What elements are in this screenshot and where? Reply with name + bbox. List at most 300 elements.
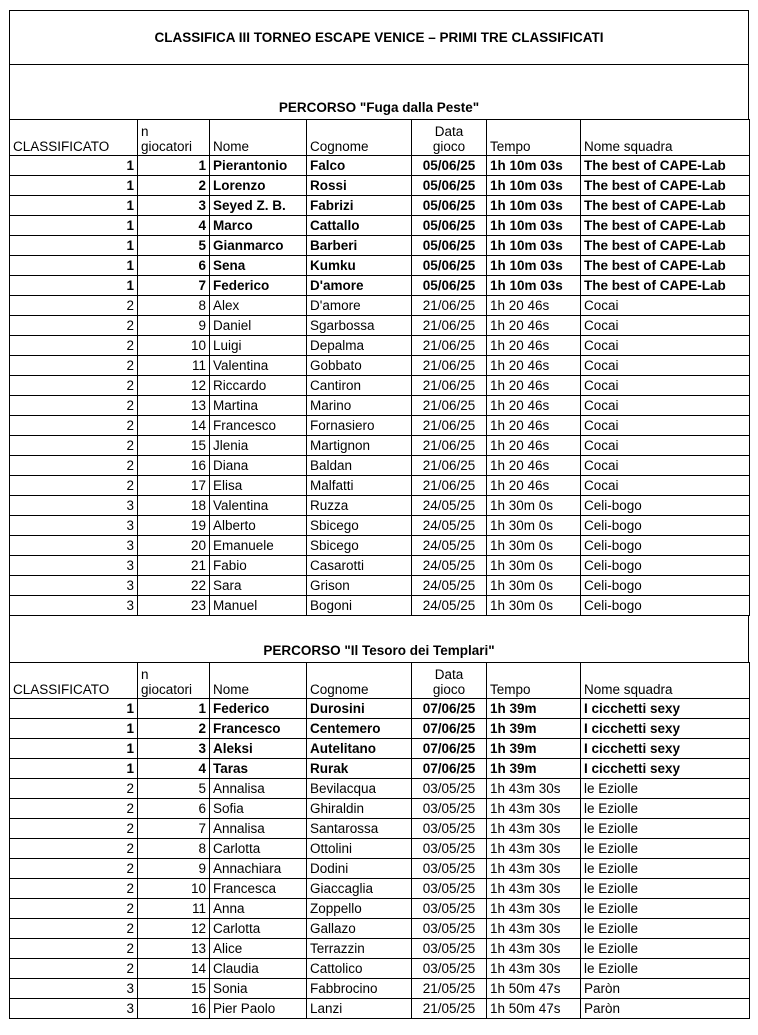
cell-player-number: 14 [138,959,210,979]
cell-time: 1h 43m 30s [487,879,581,899]
cell-team: Celi-bogo [581,516,750,536]
cell-player-number: 4 [138,759,210,779]
cell-rank: 3 [10,536,138,556]
cell-date: 03/05/25 [412,939,487,959]
table-row [10,596,750,616]
cell-rank: 1 [10,699,138,719]
cell-rank: 2 [10,416,138,436]
cell-team: Cocai [581,396,750,416]
cell-surname: Autelitano [307,739,412,759]
cell-rank: 2 [10,859,138,879]
cell-date: 21/06/25 [412,396,487,416]
cell-surname: Bogoni [307,596,412,616]
cell-team: le Eziolle [581,839,750,859]
cell-team: Celi-bogo [581,536,750,556]
cell-player-number: 5 [138,236,210,256]
cell-team: I cicchetti sexy [581,739,750,759]
table-row [10,416,750,436]
cell-team: Cocai [581,316,750,336]
cell-player-number: 6 [138,256,210,276]
cell-date: 07/06/25 [412,719,487,739]
cell-player-number: 3 [138,739,210,759]
cell-name: Pierantonio [210,156,307,176]
cell-name: Lorenzo [210,176,307,196]
cell-time: 1h 20 46s [487,456,581,476]
cell-date: 21/06/25 [412,476,487,496]
cell-team: Celi-bogo [581,576,750,596]
cell-name: Taras [210,759,307,779]
header-rank: CLASSIFICATO [10,120,138,156]
cell-date: 24/05/25 [412,596,487,616]
cell-name: Francesco [210,416,307,436]
cell-surname: Gallazo [307,919,412,939]
cell-date: 21/05/25 [412,999,487,1019]
cell-date: 03/05/25 [412,839,487,859]
cell-surname: Sgarbossa [307,316,412,336]
cell-rank: 2 [10,879,138,899]
cell-name: Alberto [210,516,307,536]
table-row [10,999,750,1019]
cell-date: 24/05/25 [412,536,487,556]
cell-name: Valentina [210,356,307,376]
header-surname: Cognome [307,120,412,156]
cell-date: 07/06/25 [412,759,487,779]
cell-date: 21/06/25 [412,436,487,456]
table-row [10,819,750,839]
cell-player-number: 3 [138,196,210,216]
cell-name: Federico [210,699,307,719]
cell-player-number: 16 [138,999,210,1019]
cell-rank: 2 [10,799,138,819]
table-row [10,959,750,979]
cell-name: Francesco [210,719,307,739]
cell-name: Annalisa [210,819,307,839]
cell-date: 05/06/25 [412,256,487,276]
table-row [10,276,750,296]
cell-player-number: 12 [138,376,210,396]
section-tesoro-dei-templari [9,616,749,1019]
cell-surname: D'amore [307,296,412,316]
table-row [10,879,750,899]
cell-time: 1h 30m 0s [487,496,581,516]
cell-name: Sonia [210,979,307,999]
cell-time: 1h 50m 47s [487,999,581,1019]
cell-date: 03/05/25 [412,779,487,799]
table-row [10,839,750,859]
cell-name: Elisa [210,476,307,496]
cell-name: Seyed Z. B. [210,196,307,216]
cell-surname: Rurak [307,759,412,779]
cell-player-number: 5 [138,779,210,799]
cell-team: Cocai [581,416,750,436]
cell-surname: Kumku [307,256,412,276]
cell-time: 1h 30m 0s [487,556,581,576]
cell-surname: Ruzza [307,496,412,516]
cell-surname: Gobbato [307,356,412,376]
section-title: PERCORSO "Fuga dalla Peste" [9,95,749,119]
cell-player-number: 11 [138,899,210,919]
cell-date: 03/05/25 [412,859,487,879]
cell-rank: 2 [10,316,138,336]
cell-team: The best of CAPE-Lab [581,236,750,256]
table-row [10,236,750,256]
cell-name: Jlenia [210,436,307,456]
cell-date: 07/06/25 [412,699,487,719]
cell-name: Emanuele [210,536,307,556]
cell-name: Sara [210,576,307,596]
cell-surname: Sbicego [307,536,412,556]
cell-player-number: 8 [138,296,210,316]
cell-team: le Eziolle [581,919,750,939]
cell-player-number: 13 [138,939,210,959]
table-row [10,316,750,336]
cell-surname: Grison [307,576,412,596]
cell-time: 1h 30m 0s [487,576,581,596]
cell-surname: Sbicego [307,516,412,536]
cell-rank: 2 [10,296,138,316]
cell-surname: Centemero [307,719,412,739]
table-row [10,576,750,596]
header-team: Nome squadra [581,663,750,699]
cell-team: le Eziolle [581,779,750,799]
header-players: n giocatori [138,663,210,699]
cell-player-number: 9 [138,316,210,336]
cell-rank: 3 [10,596,138,616]
cell-time: 1h 10m 03s [487,256,581,276]
cell-name: Valentina [210,496,307,516]
cell-rank: 3 [10,556,138,576]
table-row [10,396,750,416]
cell-name: Aleksi [210,739,307,759]
cell-team: Cocai [581,356,750,376]
table-row [10,919,750,939]
header-surname: Cognome [307,663,412,699]
cell-time: 1h 43m 30s [487,839,581,859]
cell-time: 1h 10m 03s [487,176,581,196]
cell-rank: 2 [10,436,138,456]
cell-date: 03/05/25 [412,879,487,899]
cell-rank: 1 [10,719,138,739]
cell-name: Francesca [210,879,307,899]
cell-team: Cocai [581,436,750,456]
cell-name: Claudia [210,959,307,979]
cell-team: Cocai [581,296,750,316]
cell-name: Annalisa [210,779,307,799]
cell-surname: Bevilacqua [307,779,412,799]
cell-date: 21/06/25 [412,456,487,476]
cell-surname: Fabrizi [307,196,412,216]
cell-surname: Fornasiero [307,416,412,436]
table-header-row [10,663,750,699]
cell-rank: 1 [10,256,138,276]
cell-name: Annachiara [210,859,307,879]
cell-rank: 2 [10,376,138,396]
cell-rank: 3 [10,496,138,516]
table-row [10,436,750,456]
table-row [10,476,750,496]
header-name: Nome [210,120,307,156]
cell-time: 1h 20 46s [487,356,581,376]
cell-time: 1h 20 46s [487,296,581,316]
cell-name: Riccardo [210,376,307,396]
cell-team: le Eziolle [581,939,750,959]
cell-rank: 2 [10,959,138,979]
table-row [10,336,750,356]
cell-name: Carlotta [210,919,307,939]
cell-player-number: 16 [138,456,210,476]
cell-surname: Dodini [307,859,412,879]
table-row [10,899,750,919]
cell-team: le Eziolle [581,959,750,979]
cell-team: The best of CAPE-Lab [581,176,750,196]
cell-surname: Terrazzin [307,939,412,959]
cell-date: 21/06/25 [412,316,487,336]
cell-name: Manuel [210,596,307,616]
cell-date: 24/05/25 [412,516,487,536]
cell-surname: Giaccaglia [307,879,412,899]
cell-name: Martina [210,396,307,416]
cell-time: 1h 20 46s [487,396,581,416]
cell-team: Celi-bogo [581,556,750,576]
table-row [10,176,750,196]
cell-surname: Santarossa [307,819,412,839]
cell-team: Celi-bogo [581,496,750,516]
cell-player-number: 15 [138,979,210,999]
cell-team: The best of CAPE-Lab [581,276,750,296]
table-row [10,356,750,376]
ranking-table [9,119,750,616]
table-row [10,979,750,999]
cell-team: le Eziolle [581,859,750,879]
cell-surname: Barberi [307,236,412,256]
cell-time: 1h 50m 47s [487,979,581,999]
cell-name: Marco [210,216,307,236]
cell-rank: 2 [10,456,138,476]
table-row [10,376,750,396]
table-row [10,456,750,476]
cell-player-number: 10 [138,879,210,899]
cell-time: 1h 43m 30s [487,919,581,939]
cell-date: 21/05/25 [412,979,487,999]
cell-player-number: 1 [138,156,210,176]
cell-name: Carlotta [210,839,307,859]
table-row [10,556,750,576]
cell-name: Pier Paolo [210,999,307,1019]
cell-name: Diana [210,456,307,476]
cell-rank: 2 [10,356,138,376]
cell-time: 1h 10m 03s [487,156,581,176]
cell-surname: Casarotti [307,556,412,576]
cell-surname: Depalma [307,336,412,356]
cell-player-number: 19 [138,516,210,536]
cell-rank: 1 [10,759,138,779]
cell-player-number: 2 [138,176,210,196]
cell-player-number: 17 [138,476,210,496]
cell-team: Paròn [581,999,750,1019]
cell-rank: 1 [10,196,138,216]
cell-rank: 3 [10,576,138,596]
cell-date: 07/06/25 [412,739,487,759]
cell-time: 1h 20 46s [487,436,581,456]
cell-player-number: 2 [138,719,210,739]
cell-time: 1h 10m 03s [487,216,581,236]
table-row [10,759,750,779]
cell-date: 21/06/25 [412,296,487,316]
table-row [10,516,750,536]
cell-team: le Eziolle [581,899,750,919]
cell-surname: Cantiron [307,376,412,396]
cell-surname: Martignon [307,436,412,456]
cell-surname: Durosini [307,699,412,719]
cell-name: Alex [210,296,307,316]
cell-date: 03/05/25 [412,959,487,979]
cell-team: Cocai [581,476,750,496]
cell-team: The best of CAPE-Lab [581,196,750,216]
cell-team: I cicchetti sexy [581,719,750,739]
cell-player-number: 8 [138,839,210,859]
cell-team: Celi-bogo [581,596,750,616]
cell-team: Cocai [581,376,750,396]
cell-player-number: 7 [138,276,210,296]
table-row [10,719,750,739]
cell-date: 21/06/25 [412,376,487,396]
cell-time: 1h 20 46s [487,316,581,336]
cell-rank: 1 [10,739,138,759]
header-team: Nome squadra [581,120,750,156]
section-fuga-dalla-peste [9,64,749,616]
header-date: Data gioco [412,120,487,156]
cell-player-number: 9 [138,859,210,879]
cell-surname: D'amore [307,276,412,296]
table-row [10,699,750,719]
cell-player-number: 12 [138,919,210,939]
cell-surname: Fabbrocino [307,979,412,999]
cell-surname: Cattolico [307,959,412,979]
cell-time: 1h 20 46s [487,336,581,356]
ranking-sheet [9,10,749,1019]
cell-team: Paròn [581,979,750,999]
cell-surname: Cattallo [307,216,412,236]
cell-time: 1h 30m 0s [487,596,581,616]
header-time: Tempo [487,120,581,156]
cell-surname: Ottolini [307,839,412,859]
cell-time: 1h 43m 30s [487,819,581,839]
cell-date: 03/05/25 [412,919,487,939]
cell-team: le Eziolle [581,879,750,899]
cell-date: 21/06/25 [412,356,487,376]
cell-rank: 2 [10,476,138,496]
cell-name: Sofia [210,799,307,819]
cell-time: 1h 43m 30s [487,859,581,879]
cell-date: 21/06/25 [412,336,487,356]
cell-rank: 2 [10,396,138,416]
cell-surname: Zoppello [307,899,412,919]
cell-date: 05/06/25 [412,216,487,236]
header-rank: CLASSIFICATO [10,663,138,699]
cell-player-number: 13 [138,396,210,416]
cell-team: Cocai [581,336,750,356]
cell-player-number: 20 [138,536,210,556]
cell-time: 1h 43m 30s [487,899,581,919]
table-row [10,156,750,176]
table-row [10,859,750,879]
cell-time: 1h 43m 30s [487,939,581,959]
cell-time: 1h 30m 0s [487,516,581,536]
section-title: PERCORSO "Il Tesoro dei Templari" [9,638,749,662]
page-title: CLASSIFICA III TORNEO ESCAPE VENICE – PRIMI TRE CLASSIFICATI [9,10,749,64]
cell-date: 24/05/25 [412,496,487,516]
cell-player-number: 15 [138,436,210,456]
cell-team: Cocai [581,456,750,476]
cell-time: 1h 39m [487,759,581,779]
cell-time: 1h 20 46s [487,476,581,496]
cell-player-number: 23 [138,596,210,616]
cell-rank: 3 [10,979,138,999]
cell-surname: Ghiraldin [307,799,412,819]
cell-date: 21/06/25 [412,416,487,436]
cell-player-number: 10 [138,336,210,356]
cell-name: Federico [210,276,307,296]
cell-player-number: 18 [138,496,210,516]
cell-time: 1h 43m 30s [487,779,581,799]
cell-rank: 2 [10,336,138,356]
header-players: n giocatori [138,120,210,156]
cell-team: The best of CAPE-Lab [581,216,750,236]
cell-date: 03/05/25 [412,799,487,819]
cell-team: The best of CAPE-Lab [581,156,750,176]
cell-team: The best of CAPE-Lab [581,256,750,276]
cell-player-number: 14 [138,416,210,436]
cell-time: 1h 39m [487,699,581,719]
table-row [10,799,750,819]
cell-name: Luigi [210,336,307,356]
cell-rank: 2 [10,919,138,939]
cell-player-number: 11 [138,356,210,376]
ranking-table [9,662,750,1019]
cell-rank: 1 [10,236,138,256]
cell-rank: 2 [10,839,138,859]
cell-rank: 1 [10,176,138,196]
cell-rank: 1 [10,156,138,176]
header-time: Tempo [487,663,581,699]
cell-rank: 2 [10,939,138,959]
cell-date: 03/05/25 [412,899,487,919]
table-row [10,196,750,216]
cell-time: 1h 43m 30s [487,799,581,819]
cell-time: 1h 30m 0s [487,536,581,556]
cell-player-number: 7 [138,819,210,839]
cell-rank: 3 [10,999,138,1019]
cell-date: 24/05/25 [412,556,487,576]
header-date: Data gioco [412,663,487,699]
cell-name: Anna [210,899,307,919]
table-row [10,939,750,959]
table-row [10,779,750,799]
table-row [10,216,750,236]
cell-player-number: 22 [138,576,210,596]
cell-date: 05/06/25 [412,236,487,256]
cell-surname: Rossi [307,176,412,196]
cell-surname: Baldan [307,456,412,476]
cell-name: Sena [210,256,307,276]
cell-rank: 2 [10,819,138,839]
table-row [10,536,750,556]
cell-team: le Eziolle [581,799,750,819]
cell-time: 1h 43m 30s [487,959,581,979]
cell-player-number: 6 [138,799,210,819]
cell-date: 05/06/25 [412,196,487,216]
cell-surname: Malfatti [307,476,412,496]
